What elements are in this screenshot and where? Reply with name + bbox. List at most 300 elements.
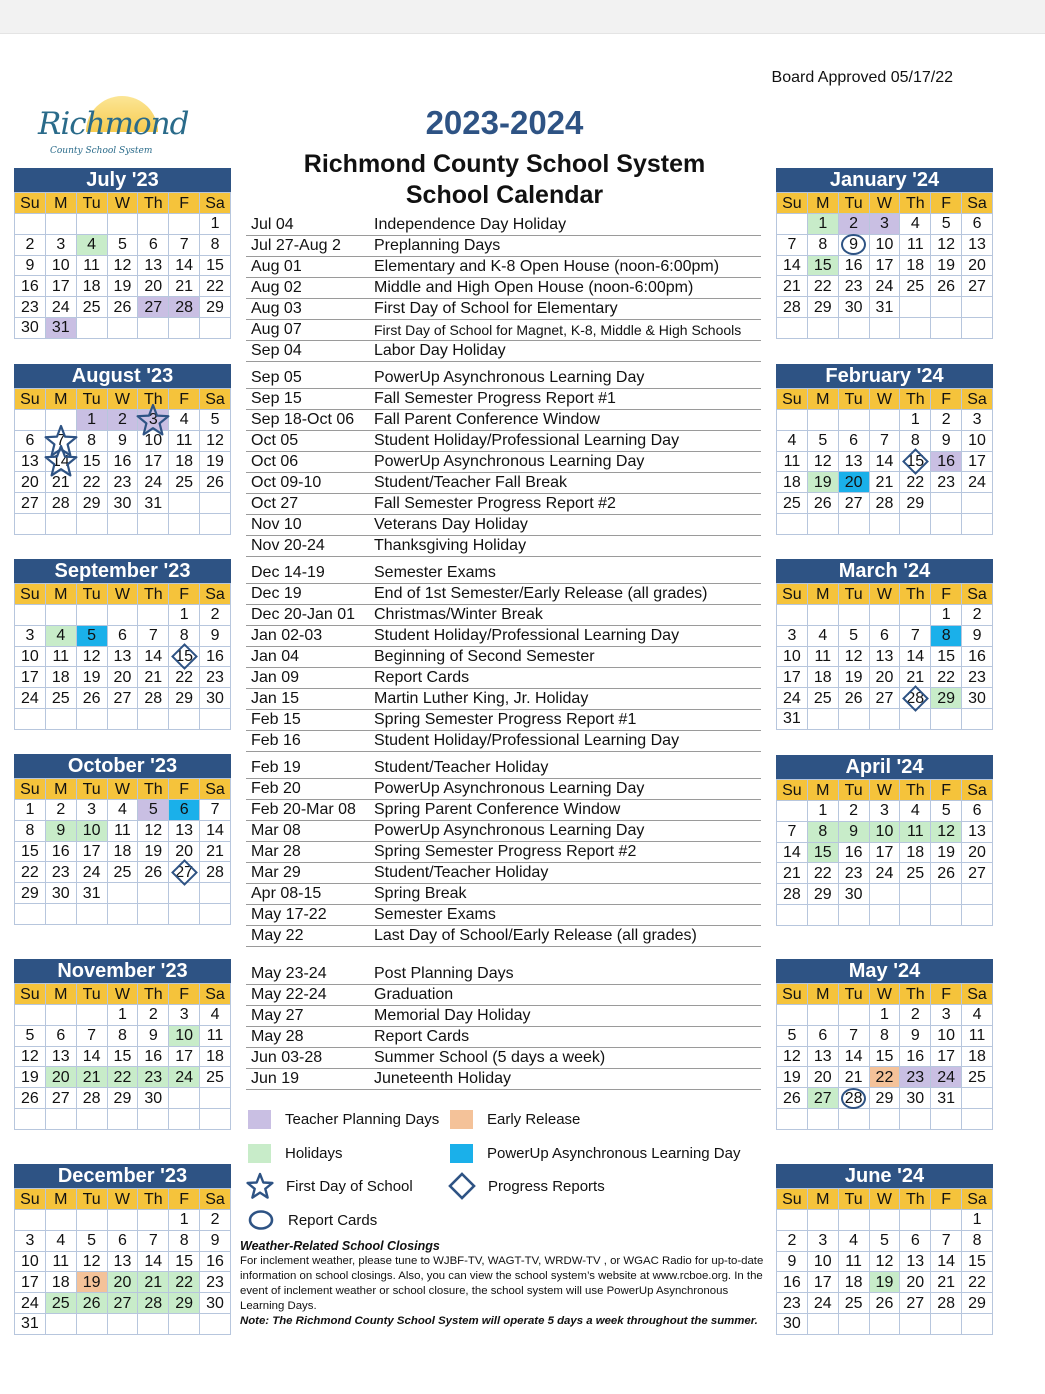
day-cell [107, 1230, 138, 1251]
day-cell [900, 1272, 931, 1293]
week-row [777, 667, 993, 688]
day-number: 8 [210, 236, 220, 254]
day-number: 30 [906, 1089, 925, 1107]
day-cell [777, 255, 808, 276]
empty-cell [76, 317, 107, 338]
day-cell [107, 667, 138, 688]
empty-cell [107, 1313, 138, 1334]
day-cell [807, 493, 838, 514]
day-cell [931, 1293, 962, 1314]
day-cell [869, 1025, 900, 1046]
day-number: 19 [875, 1273, 894, 1291]
day-cell [869, 821, 900, 842]
holiday-swatch [248, 1144, 271, 1163]
empty-cell [777, 410, 808, 431]
day-cell [931, 646, 962, 667]
empty-cell [169, 1108, 200, 1129]
day-number: 30 [206, 689, 224, 707]
powerup-swatch [450, 1144, 473, 1163]
day-cell [838, 297, 869, 318]
day-number: 20 [144, 277, 163, 295]
day-number: 15 [937, 647, 956, 665]
day-name: F [931, 1189, 962, 1210]
day-cell [838, 234, 869, 255]
day-number: 19 [783, 1068, 801, 1086]
empty-cell [807, 1108, 838, 1129]
week-row [15, 297, 231, 318]
day-cell [900, 1067, 931, 1088]
day-cell [900, 410, 931, 431]
weather-note: Note: The Richmond County School System will operate 5 days a week throughout the summer. [240, 1315, 758, 1327]
day-number: 7 [179, 236, 189, 254]
week-row [15, 1230, 231, 1251]
month-grid [14, 778, 231, 925]
event-row [246, 410, 761, 431]
month-title: September '23 [14, 559, 231, 583]
day-name: Tu [76, 584, 107, 605]
day-number: 11 [845, 1252, 862, 1270]
event-row [246, 341, 761, 362]
day-number: 3 [941, 1006, 951, 1024]
day-cell [76, 234, 107, 255]
day-number: 6 [56, 1027, 66, 1045]
event-list [246, 215, 761, 362]
day-name: F [931, 193, 962, 214]
day-number: 25 [813, 689, 832, 707]
day-cell [900, 1230, 931, 1251]
day-number: 10 [175, 1027, 194, 1045]
day-number: 27 [968, 864, 986, 882]
day-cell [15, 1025, 46, 1046]
day-number: 6 [910, 1232, 920, 1250]
day-cell [107, 297, 138, 318]
day-number: 28 [144, 1294, 163, 1312]
day-cell [200, 862, 231, 883]
day-number: 9 [910, 1027, 920, 1045]
week-row [777, 842, 993, 863]
day-number: 12 [937, 236, 956, 254]
day-cell [869, 451, 900, 472]
day-cell [777, 625, 808, 646]
day-number: 6 [880, 627, 889, 645]
day-number: 16 [113, 452, 132, 470]
week-row [15, 688, 231, 709]
day-cell [807, 430, 838, 451]
day-number: 7 [849, 1027, 859, 1045]
day-cell [169, 472, 200, 493]
event-description: Thanksgiving Holiday [374, 537, 527, 554]
day-number: 8 [25, 822, 35, 840]
day-cell [107, 410, 138, 431]
circle-icon [248, 1209, 274, 1231]
day-name: Su [15, 984, 46, 1005]
day-number: 30 [844, 885, 863, 903]
event-row [246, 647, 761, 668]
day-number: 21 [937, 1273, 956, 1291]
logo-subtitle: County School System [50, 146, 153, 156]
day-cell [138, 800, 169, 821]
day-number: 19 [844, 668, 863, 686]
day-number: 10 [144, 432, 163, 450]
day-number: 29 [906, 494, 925, 512]
day-number: 13 [51, 1047, 70, 1065]
day-cell [45, 1293, 76, 1314]
day-number: 13 [844, 452, 863, 470]
teacher-planning-swatch [248, 1110, 271, 1129]
day-cell [76, 1067, 107, 1088]
day-number: 18 [51, 1273, 70, 1291]
day-number: 15 [206, 256, 224, 274]
organization-title: Richmond County School System [303, 150, 706, 178]
week-row [15, 1210, 231, 1231]
week-row [777, 904, 993, 925]
empty-cell [838, 513, 869, 534]
day-name: Su [777, 984, 808, 1005]
empty-cell [931, 884, 962, 905]
event-date: Jan 02-03 [251, 627, 323, 644]
event-date: Nov 10 [251, 516, 302, 533]
day-name: Th [900, 584, 931, 605]
day-cell [200, 841, 231, 862]
day-name: Sa [962, 584, 993, 605]
day-number: 5 [210, 411, 220, 429]
event-description: Fall Semester Progress Report #2 [374, 495, 616, 512]
day-number: 12 [206, 432, 224, 450]
day-number: 26 [113, 298, 132, 316]
day-cell [76, 410, 107, 431]
event-date: May 17-22 [251, 906, 327, 923]
day-number: 28 [906, 689, 925, 707]
week-row [15, 667, 231, 688]
day-cell [45, 297, 76, 318]
week-row [15, 1251, 231, 1272]
day-cell [15, 1230, 46, 1251]
day-number: 28 [937, 1294, 956, 1312]
event-row [246, 584, 761, 605]
event-row [246, 389, 761, 410]
day-number: 28 [175, 298, 194, 316]
day-number: 24 [21, 1294, 39, 1312]
empty-cell [107, 605, 138, 626]
day-number: 24 [82, 863, 101, 881]
day-number: 22 [937, 668, 956, 686]
day-name: Sa [200, 389, 231, 410]
day-number: 4 [118, 801, 127, 819]
empty-cell [931, 708, 962, 729]
day-number: 28 [144, 689, 163, 707]
day-cell [900, 1005, 931, 1026]
day-cell [807, 1251, 838, 1272]
day-names-row [777, 584, 993, 605]
day-name: M [807, 984, 838, 1005]
day-cell [869, 1046, 900, 1067]
day-cell [807, 1046, 838, 1067]
event-row [246, 368, 761, 389]
day-cell [76, 472, 107, 493]
day-name: Su [777, 193, 808, 214]
day-number: 23 [844, 864, 863, 882]
day-cell [777, 1088, 808, 1109]
day-cell [962, 1025, 993, 1046]
event-date: Sep 05 [251, 369, 302, 386]
day-cell [838, 451, 869, 472]
day-cell [962, 1230, 993, 1251]
day-cell [138, 688, 169, 709]
day-name: Th [900, 984, 931, 1005]
day-cell [931, 821, 962, 842]
day-cell [169, 1210, 200, 1231]
day-cell [931, 1005, 962, 1026]
legend-label: First Day of School [286, 1177, 413, 1195]
day-number: 30 [21, 319, 39, 337]
day-cell [45, 234, 76, 255]
day-cell [138, 667, 169, 688]
weather-notice [240, 1239, 772, 1329]
event-row [246, 626, 761, 647]
event-date: Apr 08-15 [251, 885, 322, 902]
day-number: 21 [844, 1068, 863, 1086]
event-description: Semester Exams [374, 906, 496, 923]
day-cell [807, 625, 838, 646]
day-cell [138, 1046, 169, 1067]
day-number: 26 [144, 863, 163, 881]
day-cell [807, 255, 838, 276]
empty-cell [45, 1108, 76, 1129]
day-cell [900, 821, 931, 842]
day-cell [807, 1088, 838, 1109]
day-cell [200, 297, 231, 318]
event-description: PowerUp Asynchronous Learning Day [374, 369, 645, 386]
empty-cell [169, 513, 200, 534]
month-title: August '23 [14, 364, 231, 388]
day-cell [15, 862, 46, 883]
month-calendar [14, 559, 231, 730]
day-cell [869, 1272, 900, 1293]
day-number: 5 [87, 1232, 97, 1250]
day-number: 20 [113, 668, 132, 686]
day-cell [169, 1230, 200, 1251]
day-cell [900, 646, 931, 667]
day-number: 15 [813, 256, 832, 274]
month-calendar [14, 959, 231, 1130]
day-number: 21 [82, 1068, 101, 1086]
event-row [246, 536, 761, 557]
day-cell [962, 214, 993, 235]
day-name: Sa [200, 193, 231, 214]
day-number: 25 [783, 494, 801, 512]
event-date: May 28 [251, 1028, 304, 1045]
day-number: 1 [910, 411, 920, 429]
empty-cell [107, 708, 138, 729]
day-number: 18 [844, 1273, 863, 1291]
day-number: 19 [82, 668, 101, 686]
event-description: Spring Semester Progress Report #1 [374, 711, 637, 728]
day-cell [76, 255, 107, 276]
day-number: 7 [910, 627, 920, 645]
day-number: 3 [787, 627, 797, 645]
day-number: 17 [875, 843, 894, 861]
day-cell [15, 883, 46, 904]
empty-cell [138, 1210, 169, 1231]
day-cell [962, 842, 993, 863]
day-number: 2 [148, 1006, 158, 1024]
day-number: 18 [175, 452, 194, 470]
day-cell [900, 625, 931, 646]
day-number: 22 [968, 1273, 986, 1291]
month-grid [776, 779, 993, 926]
day-number: 17 [21, 1273, 39, 1291]
empty-cell [138, 1313, 169, 1334]
day-cell [900, 1251, 931, 1272]
day-cell [200, 410, 231, 431]
day-number: 28 [51, 494, 70, 512]
day-number: 9 [148, 1027, 158, 1045]
day-name: Tu [838, 1189, 869, 1210]
event-description: Spring Semester Progress Report #2 [374, 843, 637, 860]
day-cell [15, 1272, 46, 1293]
event-description: Beginning of Second Semester [374, 648, 595, 665]
empty-cell [962, 1088, 993, 1109]
day-number: 14 [783, 843, 801, 861]
day-cell [45, 430, 76, 451]
day-cell [931, 863, 962, 884]
day-number: 11 [814, 647, 832, 665]
empty-cell [838, 1108, 869, 1129]
week-row [15, 1108, 231, 1129]
day-cell [200, 800, 231, 821]
day-number: 23 [206, 668, 224, 686]
day-cell [838, 276, 869, 297]
day-number: 27 [968, 277, 986, 295]
day-number: 25 [844, 1294, 863, 1312]
day-number: 30 [206, 1294, 224, 1312]
empty-cell [931, 317, 962, 338]
day-cell [200, 255, 231, 276]
day-name: Tu [76, 779, 107, 800]
event-description: Christmas/Winter Break [374, 606, 543, 623]
day-cell [777, 1293, 808, 1314]
day-cell [807, 842, 838, 863]
day-number: 26 [813, 494, 832, 512]
day-number: 16 [906, 1047, 925, 1065]
day-cell [76, 646, 107, 667]
day-number: 16 [21, 277, 39, 295]
month-calendar [776, 1164, 993, 1335]
day-cell [169, 255, 200, 276]
day-number: 5 [87, 627, 97, 645]
day-name: W [869, 389, 900, 410]
legend-progress-reports [448, 1174, 605, 1198]
week-row [15, 1088, 231, 1109]
event-date: Aug 03 [251, 300, 302, 317]
day-number: 18 [906, 843, 925, 861]
event-row [246, 257, 761, 278]
day-cell [107, 1005, 138, 1026]
empty-cell [869, 904, 900, 925]
day-name: Tu [838, 984, 869, 1005]
empty-cell [777, 605, 808, 626]
day-number: 25 [968, 1068, 986, 1086]
day-number: 30 [113, 494, 132, 512]
day-cell [169, 605, 200, 626]
day-cell [200, 1067, 231, 1088]
day-cell [962, 255, 993, 276]
month-title: December '23 [14, 1164, 231, 1188]
month-calendar [776, 959, 993, 1130]
day-cell [931, 1272, 962, 1293]
day-number: 1 [880, 1006, 889, 1024]
day-number: 24 [783, 689, 801, 707]
day-cell [777, 276, 808, 297]
day-name: Su [15, 389, 46, 410]
empty-cell [869, 1108, 900, 1129]
empty-cell [15, 214, 46, 235]
day-number: 21 [783, 277, 801, 295]
day-number: 11 [968, 1027, 986, 1045]
day-cell [76, 688, 107, 709]
day-cell [200, 1293, 231, 1314]
day-number: 20 [813, 1068, 832, 1086]
empty-cell [45, 410, 76, 431]
day-cell [838, 842, 869, 863]
day-number: 14 [51, 452, 70, 470]
day-number: 19 [206, 452, 224, 470]
day-number: 7 [148, 627, 158, 645]
empty-cell [931, 1313, 962, 1334]
day-number: 8 [941, 627, 951, 645]
day-number: 2 [25, 236, 35, 254]
day-number: 21 [783, 864, 801, 882]
day-number: 19 [82, 1273, 101, 1291]
day-cell [169, 841, 200, 862]
day-cell [15, 1067, 46, 1088]
day-cell [107, 1293, 138, 1314]
day-cell [45, 1046, 76, 1067]
day-number: 4 [787, 432, 797, 450]
day-cell [169, 800, 200, 821]
day-number: 23 [144, 1068, 163, 1086]
day-name: W [107, 584, 138, 605]
event-date: Nov 20-24 [251, 537, 325, 554]
day-number: 9 [787, 1252, 797, 1270]
day-cell [838, 625, 869, 646]
day-cell [807, 688, 838, 709]
empty-cell [838, 605, 869, 626]
day-number: 18 [206, 1047, 224, 1065]
day-name: Su [15, 584, 46, 605]
day-cell [962, 472, 993, 493]
event-list [246, 758, 761, 947]
day-cell [200, 605, 231, 626]
day-number: 31 [783, 710, 801, 728]
day-number: 15 [906, 452, 925, 470]
day-number: 5 [787, 1027, 797, 1045]
day-number: 28 [206, 863, 224, 881]
day-cell [962, 1067, 993, 1088]
day-cell [138, 820, 169, 841]
day-number: 4 [210, 1006, 220, 1024]
day-number: 23 [206, 1273, 224, 1291]
day-cell [869, 276, 900, 297]
empty-cell [931, 1108, 962, 1129]
empty-cell [962, 513, 993, 534]
day-number: 27 [906, 1294, 925, 1312]
day-cell [200, 451, 231, 472]
day-number: 16 [783, 1273, 801, 1291]
empty-cell [807, 410, 838, 431]
day-number: 6 [118, 1232, 127, 1250]
day-cell [169, 820, 200, 841]
